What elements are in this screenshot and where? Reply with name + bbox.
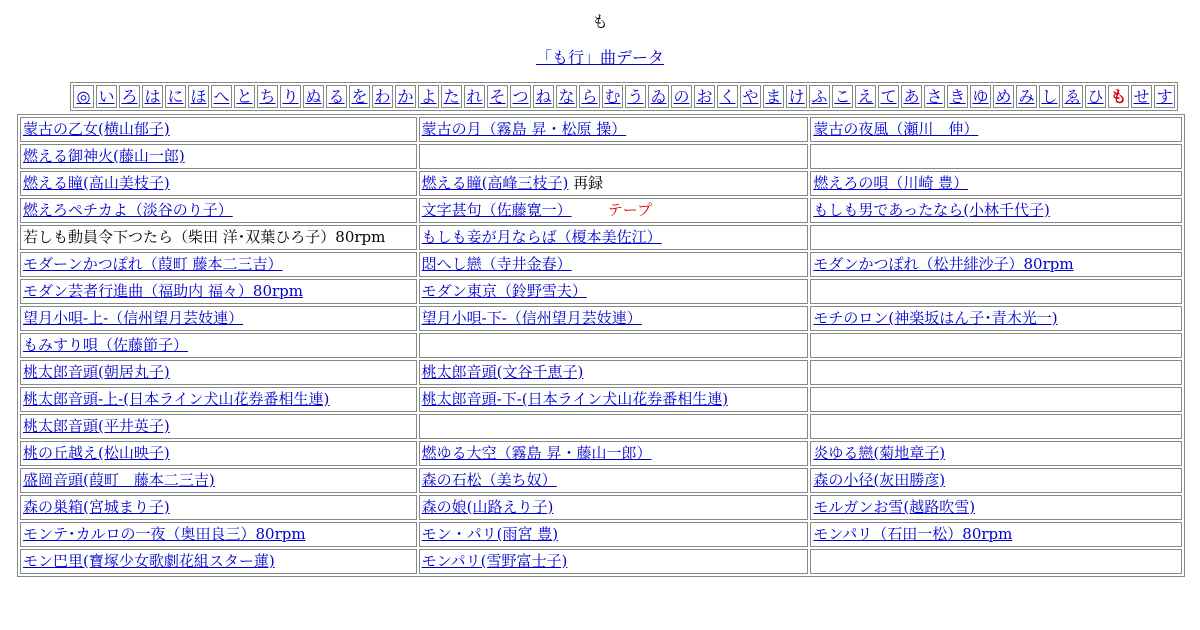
song-link[interactable]: モチのロン(神楽坂はん子･青木光一) bbox=[813, 309, 1058, 327]
kana-nav-link[interactable]: つ bbox=[512, 87, 529, 106]
song-cell bbox=[20, 387, 417, 412]
kana-nav-link[interactable]: や bbox=[742, 87, 759, 106]
table-row bbox=[20, 522, 1182, 547]
kana-nav-current: も bbox=[1108, 85, 1129, 108]
song-cell bbox=[810, 360, 1182, 385]
kana-nav-cell bbox=[970, 85, 991, 108]
song-cell bbox=[20, 198, 417, 223]
song-cell bbox=[810, 144, 1182, 169]
song-link[interactable]: 森の娘(山路えり子) bbox=[421, 498, 554, 516]
table-row bbox=[20, 252, 1182, 277]
kana-nav-cell bbox=[625, 85, 646, 108]
kana-nav-cell bbox=[832, 85, 853, 108]
kana-nav-cell bbox=[280, 85, 301, 108]
kana-nav-cell bbox=[487, 85, 508, 108]
song-cell bbox=[20, 252, 417, 277]
kana-nav-cell bbox=[1039, 85, 1060, 108]
page-title: も bbox=[591, 12, 608, 31]
kana-nav-link[interactable]: よ bbox=[420, 87, 437, 106]
song-link[interactable]: 燃えろの唄（川崎 豊） bbox=[813, 174, 969, 192]
song-table-body bbox=[20, 117, 1182, 574]
kana-nav-cell bbox=[648, 85, 669, 108]
song-cell bbox=[419, 198, 809, 223]
song-cell bbox=[20, 225, 417, 250]
table-row bbox=[20, 360, 1182, 385]
song-cell bbox=[20, 306, 417, 331]
table-row bbox=[20, 414, 1182, 439]
kana-nav-cell bbox=[464, 85, 485, 108]
kana-nav-link[interactable]: す bbox=[1156, 87, 1173, 106]
song-link[interactable]: 蒙古の月（霧島 昇・松原 操） bbox=[421, 120, 627, 138]
kana-nav-row bbox=[73, 85, 1175, 108]
song-link[interactable]: 盛岡音頭(葭町 藤本二三吉) bbox=[23, 471, 215, 489]
kana-nav-link[interactable]: う bbox=[627, 87, 644, 106]
kana-nav-link[interactable]: ほ bbox=[190, 87, 207, 106]
kana-nav-cell bbox=[395, 85, 416, 108]
kana-nav-cell bbox=[257, 85, 278, 108]
kana-nav-cell bbox=[556, 85, 577, 108]
song-cell bbox=[810, 333, 1182, 358]
song-cell bbox=[419, 387, 809, 412]
page-subtitle bbox=[0, 45, 1200, 68]
table-row bbox=[20, 468, 1182, 493]
kana-nav-link[interactable]: め bbox=[995, 87, 1012, 106]
song-link[interactable]: もしも妾が月ならば（榎本美佐江） bbox=[421, 228, 662, 246]
song-cell bbox=[419, 117, 809, 142]
song-cell bbox=[810, 414, 1182, 439]
kana-nav-link[interactable]: れ bbox=[466, 87, 483, 106]
song-link[interactable]: 悶へし戀（寺井金春） bbox=[421, 255, 572, 273]
song-cell bbox=[810, 495, 1182, 520]
kana-nav bbox=[70, 82, 1178, 111]
song-cell bbox=[20, 495, 417, 520]
song-cell bbox=[20, 117, 417, 142]
kana-nav-cell bbox=[188, 85, 209, 108]
song-link[interactable]: 燃える瞳(高峰三枝子) bbox=[421, 174, 569, 192]
song-link[interactable]: 森の石松（美ち奴） bbox=[421, 471, 557, 489]
table-row bbox=[20, 441, 1182, 466]
song-cell bbox=[419, 225, 809, 250]
kana-nav-link[interactable]: ふ bbox=[811, 87, 828, 106]
kana-nav-cell bbox=[418, 85, 439, 108]
kana-nav-cell bbox=[1062, 85, 1083, 108]
kana-nav-link[interactable]: る bbox=[328, 87, 345, 106]
kana-nav-link[interactable]: わ bbox=[374, 87, 391, 106]
song-cell bbox=[810, 171, 1182, 196]
kana-nav-cell bbox=[694, 85, 715, 108]
song-link[interactable]: モンパリ(雪野富士子) bbox=[421, 552, 568, 570]
song-cell bbox=[20, 171, 417, 196]
song-cell bbox=[20, 468, 417, 493]
kana-nav-link[interactable]: ま bbox=[765, 87, 782, 106]
song-link[interactable]: 蒙古の乙女(横山郁子) bbox=[23, 120, 170, 138]
table-row bbox=[20, 117, 1182, 142]
kana-nav-cell bbox=[878, 85, 899, 108]
kana-nav-link[interactable]: ゐ bbox=[650, 87, 667, 106]
song-cell bbox=[419, 522, 809, 547]
kana-nav-link[interactable]: お bbox=[696, 87, 713, 106]
kana-nav-link[interactable]: む bbox=[604, 87, 621, 106]
song-link[interactable]: 燃えろペチカよ（淡谷のり子） bbox=[23, 201, 233, 219]
kana-nav-link[interactable]: を bbox=[351, 87, 368, 106]
song-cell bbox=[419, 549, 809, 574]
table-row bbox=[20, 225, 1182, 250]
song-link[interactable]: 望月小唄-下-（信州望月芸妓連） bbox=[421, 309, 642, 327]
kana-nav-cell bbox=[165, 85, 186, 108]
song-cell bbox=[419, 144, 809, 169]
song-link[interactable]: 文字甚句（佐藤寛一） bbox=[421, 201, 572, 219]
kana-nav-link[interactable]: ぬ bbox=[305, 87, 322, 106]
kana-nav-cell bbox=[993, 85, 1014, 108]
kana-nav-link[interactable]: き bbox=[949, 87, 966, 106]
kana-nav-link[interactable]: し bbox=[1041, 87, 1058, 106]
song-cell bbox=[20, 414, 417, 439]
kana-nav-cell bbox=[717, 85, 738, 108]
kana-nav-link[interactable]: さ bbox=[926, 87, 943, 106]
song-cell bbox=[810, 279, 1182, 304]
song-link[interactable]: 桃の丘越え(松山映子) bbox=[23, 444, 170, 462]
kana-nav-link[interactable]: ろ bbox=[121, 87, 138, 106]
kana-nav-cell bbox=[510, 85, 531, 108]
kana-nav-cell bbox=[1131, 85, 1152, 108]
song-link[interactable]: モルガンお雪(越路吹雪) bbox=[813, 498, 976, 516]
song-cell bbox=[810, 225, 1182, 250]
kana-nav-link[interactable]: ゑ bbox=[1064, 87, 1081, 106]
kana-nav-cell bbox=[947, 85, 968, 108]
song-cell bbox=[810, 549, 1182, 574]
kana-nav-link[interactable]: と bbox=[236, 87, 253, 106]
kana-nav-cell bbox=[809, 85, 830, 108]
kana-nav-link[interactable]: せ bbox=[1133, 87, 1150, 106]
kana-nav-link[interactable]: ら bbox=[581, 87, 598, 106]
song-note: テープ bbox=[607, 201, 652, 219]
kana-nav-link[interactable]: の bbox=[673, 87, 690, 106]
kana-nav-link[interactable]: へ bbox=[213, 87, 230, 106]
song-link[interactable]: 燃える御神火(藤山一郎) bbox=[23, 147, 185, 165]
song-link[interactable]: もみすり唄（佐藤節子） bbox=[23, 336, 189, 354]
kana-nav-cell bbox=[602, 85, 623, 108]
song-link[interactable]: モダン東京（鈴野雪夫） bbox=[421, 282, 587, 300]
subtitle-link[interactable]: 「も行」曲データ bbox=[535, 48, 664, 67]
song-link[interactable]: モンパリ（石田一松）80rpm bbox=[813, 525, 1013, 543]
table-row bbox=[20, 144, 1182, 169]
song-link[interactable]: 森の小径(灰田勝彦) bbox=[813, 471, 946, 489]
song-link[interactable]: モンテ･カルロの一夜（奥田良三）80rpm bbox=[23, 525, 306, 543]
kana-nav-cell bbox=[142, 85, 163, 108]
song-link[interactable]: モン巴里(寶塚少女歌劇花組スター蓮) bbox=[23, 552, 275, 570]
kana-nav-link[interactable]: ね bbox=[535, 87, 552, 106]
kana-nav-link[interactable]: い bbox=[98, 87, 115, 106]
table-row bbox=[20, 306, 1182, 331]
song-cell bbox=[810, 522, 1182, 547]
kana-nav-link[interactable]: り bbox=[282, 87, 299, 106]
kana-nav-cell bbox=[1016, 85, 1037, 108]
kana-nav-cell bbox=[1085, 85, 1106, 108]
song-text: 若しも動員令下つたら（柴田 洋･双葉ひろ子）80rpm bbox=[23, 228, 386, 246]
kana-nav-cell bbox=[303, 85, 324, 108]
song-link[interactable]: 桃太郎音頭(平井英子) bbox=[23, 417, 170, 435]
song-link[interactable]: モダンかつぽれ（松井緋沙子）80rpm bbox=[813, 255, 1074, 273]
table-row bbox=[20, 387, 1182, 412]
kana-nav-link[interactable]: け bbox=[788, 87, 805, 106]
song-link[interactable]: もしも男であったなら(小林千代子) bbox=[813, 201, 1050, 219]
kana-nav-cell bbox=[349, 85, 370, 108]
table-row bbox=[20, 495, 1182, 520]
song-cell bbox=[419, 171, 809, 196]
kana-nav-link[interactable]: く bbox=[719, 87, 736, 106]
kana-nav-cell bbox=[234, 85, 255, 108]
kana-nav-cell bbox=[763, 85, 784, 108]
song-cell bbox=[810, 198, 1182, 223]
song-link[interactable]: 蒙古の夜風（瀬川 伸） bbox=[813, 120, 979, 138]
song-cell bbox=[810, 117, 1182, 142]
song-cell bbox=[810, 387, 1182, 412]
song-cell bbox=[419, 414, 809, 439]
song-cell bbox=[20, 522, 417, 547]
song-cell bbox=[20, 549, 417, 574]
song-cell bbox=[419, 333, 809, 358]
kana-nav-cell bbox=[740, 85, 761, 108]
kana-nav-link[interactable]: こ bbox=[834, 87, 851, 106]
kana-nav-link[interactable]: た bbox=[443, 87, 460, 106]
song-cell bbox=[20, 144, 417, 169]
song-link[interactable]: 桃太郎音頭-上-(日本ライン犬山花券番相生連) bbox=[23, 390, 330, 408]
song-link[interactable]: 炎ゆる戀(菊地章子) bbox=[813, 444, 946, 462]
song-link[interactable]: 桃太郎音頭(朝居丸子) bbox=[23, 363, 170, 381]
kana-nav-cell bbox=[96, 85, 117, 108]
kana-nav-link[interactable]: そ bbox=[489, 87, 506, 106]
song-link[interactable]: 燃える瞳(高山美枝子) bbox=[23, 174, 170, 192]
kana-nav-cell bbox=[579, 85, 600, 108]
kana-nav-cell bbox=[1154, 85, 1175, 108]
song-link[interactable]: 望月小唄-上-（信州望月芸妓連） bbox=[23, 309, 244, 327]
table-row bbox=[20, 171, 1182, 196]
kana-nav-link[interactable]: ゆ bbox=[972, 87, 989, 106]
kana-nav-link[interactable]: あ bbox=[903, 87, 920, 106]
kana-nav-cell bbox=[671, 85, 692, 108]
kana-nav-cell bbox=[441, 85, 462, 108]
song-cell bbox=[810, 306, 1182, 331]
kana-nav-link[interactable]: に bbox=[167, 87, 184, 106]
table-row bbox=[20, 333, 1182, 358]
song-cell bbox=[20, 279, 417, 304]
song-cell bbox=[419, 252, 809, 277]
kana-nav-link[interactable]: な bbox=[558, 87, 575, 106]
table-row bbox=[20, 198, 1182, 223]
kana-nav-cell bbox=[372, 85, 393, 108]
kana-nav-cell bbox=[924, 85, 945, 108]
song-link[interactable]: 桃太郎音頭(文谷千恵子) bbox=[421, 363, 584, 381]
song-cell bbox=[419, 360, 809, 385]
song-link[interactable]: モダーンかつぽれ（葭町 藤本二三吉） bbox=[23, 255, 283, 273]
kana-nav-link[interactable]: か bbox=[397, 87, 414, 106]
kana-nav-link[interactable]: ひ bbox=[1087, 87, 1104, 106]
song-link[interactable]: 森の巣箱(宮城まり子) bbox=[23, 498, 170, 516]
table-row bbox=[20, 279, 1182, 304]
song-cell bbox=[419, 495, 809, 520]
kana-nav-cell bbox=[855, 85, 876, 108]
song-cell bbox=[20, 333, 417, 358]
song-cell bbox=[419, 306, 809, 331]
song-cell bbox=[20, 441, 417, 466]
song-cell bbox=[20, 360, 417, 385]
kana-nav-cell bbox=[119, 85, 140, 108]
kana-nav-link[interactable]: え bbox=[857, 87, 874, 106]
song-link[interactable]: モダン芸者行進曲（福助内 福々）80rpm bbox=[23, 282, 304, 300]
kana-nav-cell bbox=[73, 85, 94, 108]
song-cell bbox=[810, 252, 1182, 277]
kana-nav-cell bbox=[533, 85, 554, 108]
song-link[interactable]: モン・パリ(雨宮 豊) bbox=[421, 525, 559, 543]
kana-nav-cell bbox=[901, 85, 922, 108]
song-link[interactable]: 燃ゆる大空（霧島 昇・藤山一郎） bbox=[421, 444, 652, 462]
table-row bbox=[20, 549, 1182, 574]
song-link[interactable]: 桃太郎音頭-下-(日本ライン犬山花券番相生連) bbox=[421, 390, 729, 408]
song-cell bbox=[419, 468, 809, 493]
song-cell bbox=[810, 441, 1182, 466]
kana-nav-link[interactable]: み bbox=[1018, 87, 1035, 106]
song-cell bbox=[419, 441, 809, 466]
song-cell bbox=[419, 279, 809, 304]
song-suffix: 再録 bbox=[568, 174, 604, 192]
song-table bbox=[17, 114, 1185, 577]
kana-nav-cell bbox=[211, 85, 232, 108]
kana-nav-cell bbox=[326, 85, 347, 108]
kana-nav-link[interactable]: ち bbox=[259, 87, 276, 106]
kana-nav-cell bbox=[786, 85, 807, 108]
kana-nav-link[interactable]: は bbox=[144, 87, 161, 106]
kana-nav-link[interactable]: ◎ bbox=[76, 87, 91, 106]
song-cell bbox=[810, 468, 1182, 493]
kana-nav-link[interactable]: て bbox=[880, 87, 897, 106]
